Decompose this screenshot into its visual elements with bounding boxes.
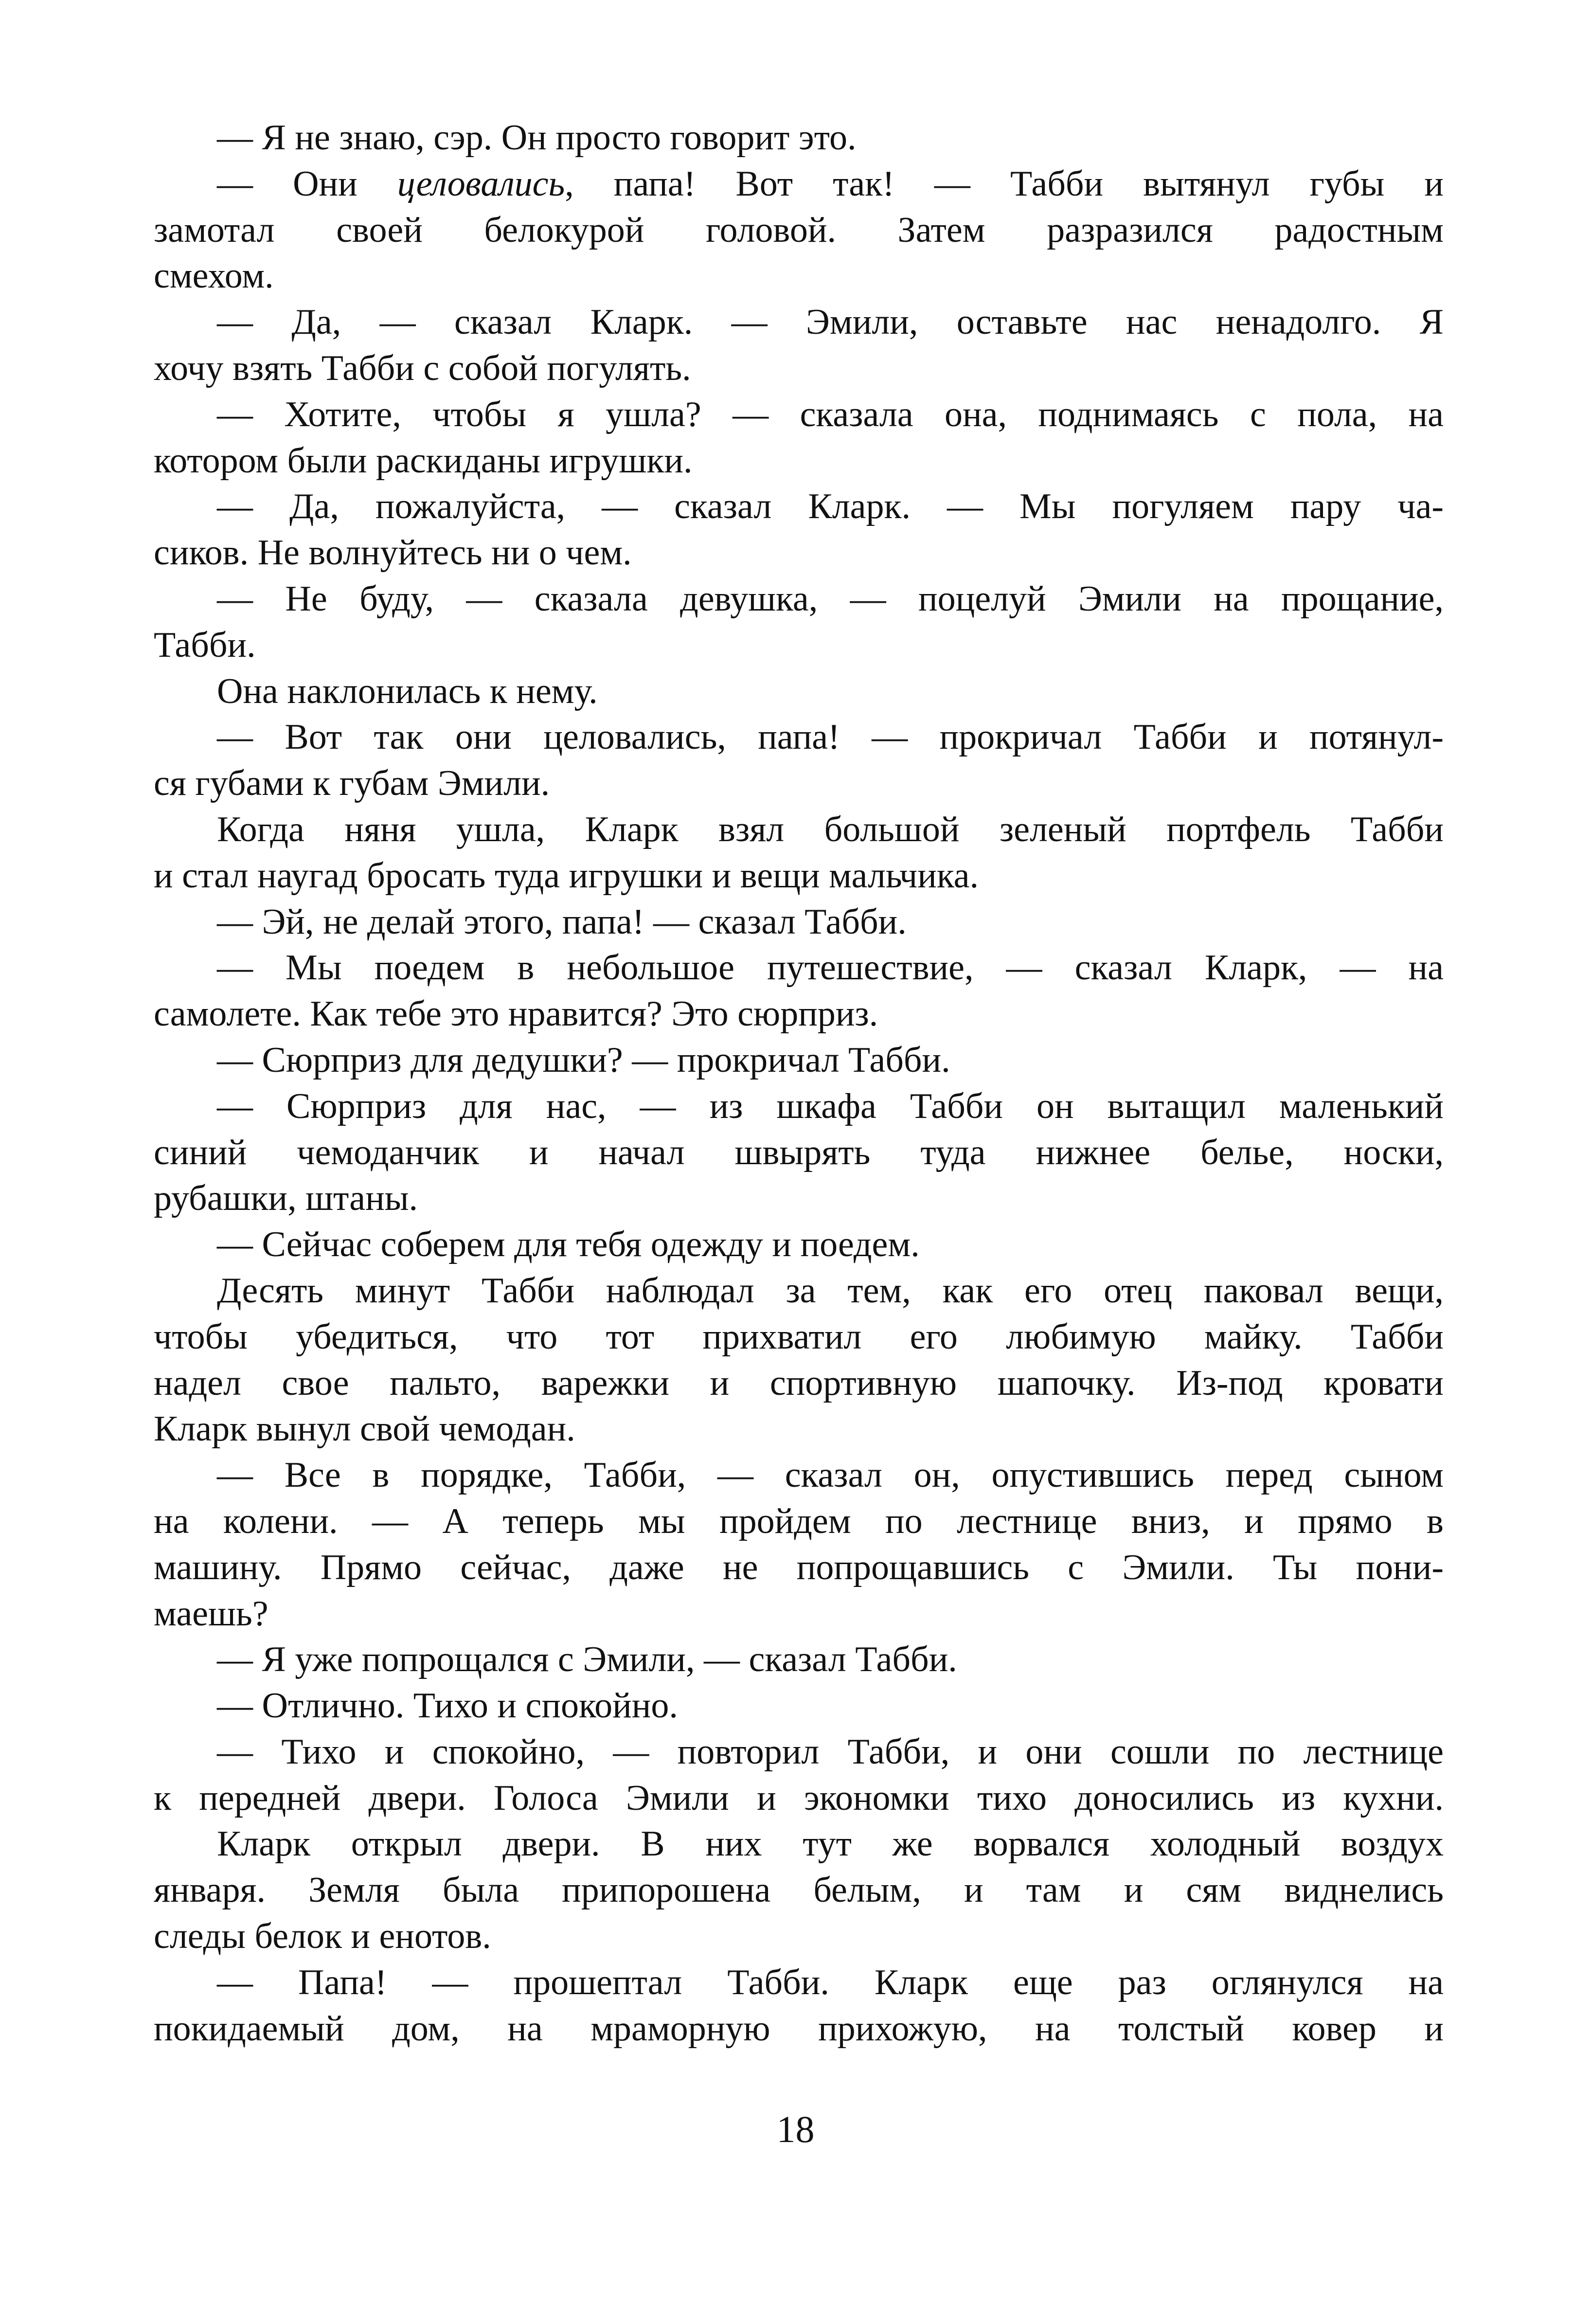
text-line: ся губами к губам Эмили. <box>154 763 550 804</box>
text-line: — Мы поедем в небольшое путешествие, — сказал Кларк, — на <box>217 948 1444 988</box>
emphasized-word: целовались <box>397 163 565 204</box>
text-line: — Сейчас соберем для тебя одежду и поедем. <box>217 1225 920 1265</box>
text-line: Она наклонилась к нему. <box>217 671 598 711</box>
text-line: — Эй, не делай этого, папа! — сказал Табби. <box>217 901 907 942</box>
text-line: чтобы убедиться, что тот прихватил его любимую майку. Табби <box>154 1316 1444 1357</box>
text-line: — Тихо и спокойно, — повторил Табби, и они сошли по лестнице <box>217 1731 1444 1772</box>
text-line: — Сюрприз для дедушки? — прокричал Табби. <box>217 1040 950 1080</box>
text-line: хочу взять Табби с собой погулять. <box>154 348 691 388</box>
text-line: Когда няня ушла, Кларк взял большой зеленый портфель Табби <box>217 809 1444 849</box>
text-line: на колени. — А теперь мы пройдем по лестнице вниз, и прямо в <box>154 1501 1444 1541</box>
text-line: котором были раскиданы игрушки. <box>154 440 693 481</box>
text-line: — Отлично. Тихо и спокойно. <box>217 1686 678 1726</box>
text-line: — Я уже попрощался с Эмили, — сказал Табби. <box>217 1639 957 1680</box>
text-line: сиков. Не волнуйтесь ни о чем. <box>154 533 632 573</box>
text-line: рубашки, штаны. <box>154 1178 418 1219</box>
text-line: — Я не знаю, сэр. Он просто говорит это. <box>217 118 857 158</box>
text-line: января. Земля была припорошена белым, и там и сям виднелись <box>154 1870 1444 1910</box>
text-line: — Да, — сказал Кларк. — Эмили, оставьте нас ненадолго. Я <box>217 302 1444 342</box>
text-line: следы белок и енотов. <box>154 1916 491 1957</box>
text-line: надел свое пальто, варежки и спортивную шапочку. Из-под кровати <box>154 1363 1444 1403</box>
text-line: самолете. Как тебе это нравится? Это сюрприз. <box>154 994 878 1034</box>
text-line: — Не буду, — сказала девушка, — поцелуй Эмили на прощание, <box>217 578 1444 619</box>
text-line: синий чемоданчик и начал швырять туда нижнее белье, носки, <box>154 1132 1444 1172</box>
text-line: — Все в порядке, Табби, — сказал он, опустившись перед сыном <box>217 1455 1444 1495</box>
text-line: Кларк открыл двери. В них тут же ворвался холодный воздух <box>217 1824 1444 1864</box>
text-line: — Вот так они целовались, папа! — прокричал Табби и потянул- <box>217 717 1444 757</box>
text-line: — Да, пожалуйста, — сказал Кларк. — Мы погуляем пару ча- <box>217 486 1444 527</box>
text-line: — Сюрприз для нас, — из шкафа Табби он вытащил маленький <box>217 1086 1444 1126</box>
text-line: смехом. <box>154 256 274 296</box>
text-line: замотал своей белокурой головой. Затем разразился радостным <box>154 210 1444 250</box>
body-text <box>154 115 1444 2052</box>
text-line: — Хотите, чтобы я ушла? — сказала она, поднимаясь с пола, на <box>217 394 1444 434</box>
text-line: и стал наугад бросать туда игрушки и вещи мальчика. <box>154 855 979 896</box>
text-line: Табби. <box>154 625 256 665</box>
page-number: 18 <box>776 2108 815 2150</box>
text-line: — Папа! — прошептал Табби. Кларк еще раз оглянулся на <box>217 1962 1444 2002</box>
text-line: Десять минут Табби наблюдал за тем, как его отец паковал вещи, <box>217 1270 1444 1311</box>
text-line: машину. Прямо сейчас, даже не попрощавшись с Эмили. Ты пони- <box>154 1547 1444 1587</box>
text-line: маешь? <box>154 1593 268 1634</box>
text-line: к передней двери. Голоса Эмили и экономки тихо доносились из кухни. <box>154 1778 1444 1818</box>
text-line: Кларк вынул свой чемодан. <box>154 1409 575 1449</box>
text-line: — Они целовались, папа! Вот так! — Табби вытянул губы и <box>217 163 1444 204</box>
text-line: покидаемый дом, на мраморную прихожую, на толстый ковер и <box>154 2008 1444 2049</box>
